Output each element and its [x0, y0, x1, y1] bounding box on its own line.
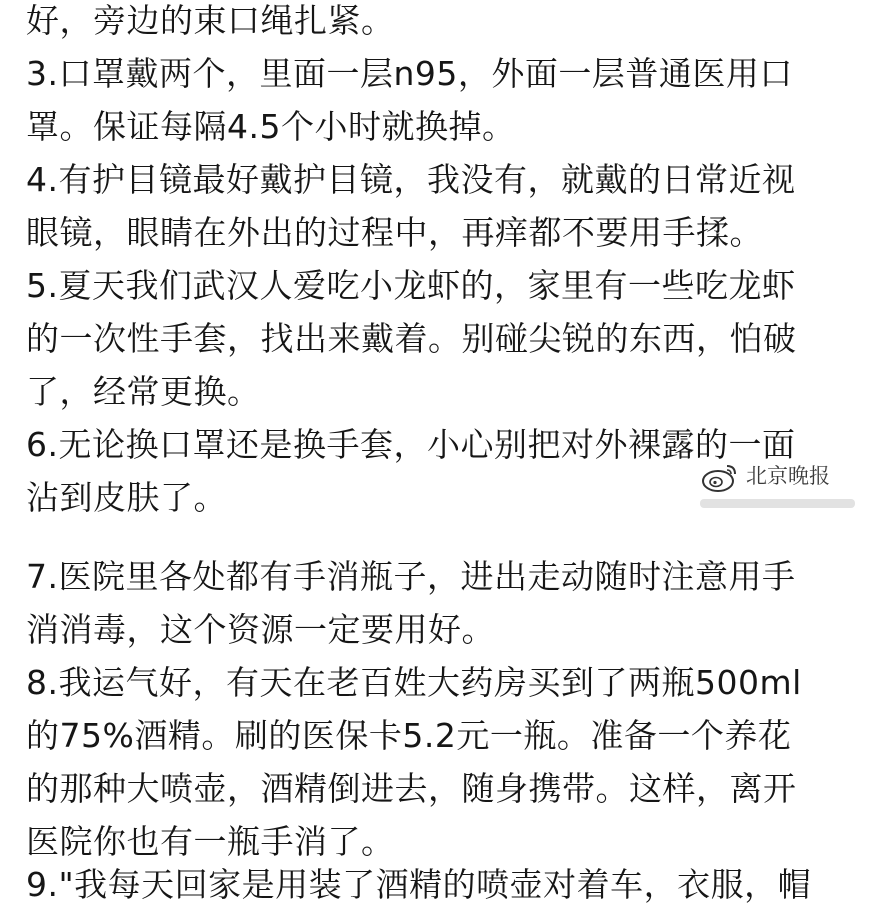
text-line: 眼镜，眼睛在外出的过程中，再痒都不要用手揉。: [26, 213, 763, 252]
text-line: 8.我运气好，有天在老百姓大药房买到了两瓶500ml: [26, 663, 802, 702]
watermark-subtext-blur: [700, 494, 860, 512]
text-line: 好，旁边的束口绳扎紧。: [26, 1, 395, 40]
weibo-logo-icon: [700, 460, 740, 494]
text-line: 的那种大喷壶，酒精倒进去，随身携带。这样，离开: [26, 769, 797, 808]
text-line: 的一次性手套，找出来戴着。别碰尖锐的东西，怕破: [26, 319, 797, 358]
text-line: 7.医院里各处都有手消瓶子，进出走动随时注意用手: [26, 557, 796, 596]
text-line: 9."我每天回家是用装了酒精的喷壶对着车，衣服，帽: [26, 865, 812, 904]
watermark: [700, 460, 865, 518]
text-line: 6.无论换口罩还是换手套，小心别把对外裸露的一面: [26, 425, 796, 464]
text-line: 罩。保证每隔4.5个小时就换掉。: [26, 107, 516, 146]
text-line: 沾到皮肤了。: [26, 478, 227, 517]
watermark-text: 北京晚报: [746, 464, 830, 488]
text-line: 4.有护目镜最好戴护目镜，我没有，就戴的日常近视: [26, 160, 796, 199]
text-line: 消消毒，这个资源一定要用好。: [26, 610, 495, 649]
text-line: 了，经常更换。: [26, 372, 261, 411]
text-line: 5.夏天我们武汉人爱吃小龙虾的，家里有一些吃龙虾: [26, 266, 796, 305]
text-line: 医院你也有一瓶手消了。: [26, 822, 395, 861]
text-line: 的75%酒精。刷的医保卡5.2元一瓶。准备一个养花: [26, 716, 792, 755]
text-line: 3.口罩戴两个，里面一层n95，外面一层普通医用口: [26, 54, 793, 93]
